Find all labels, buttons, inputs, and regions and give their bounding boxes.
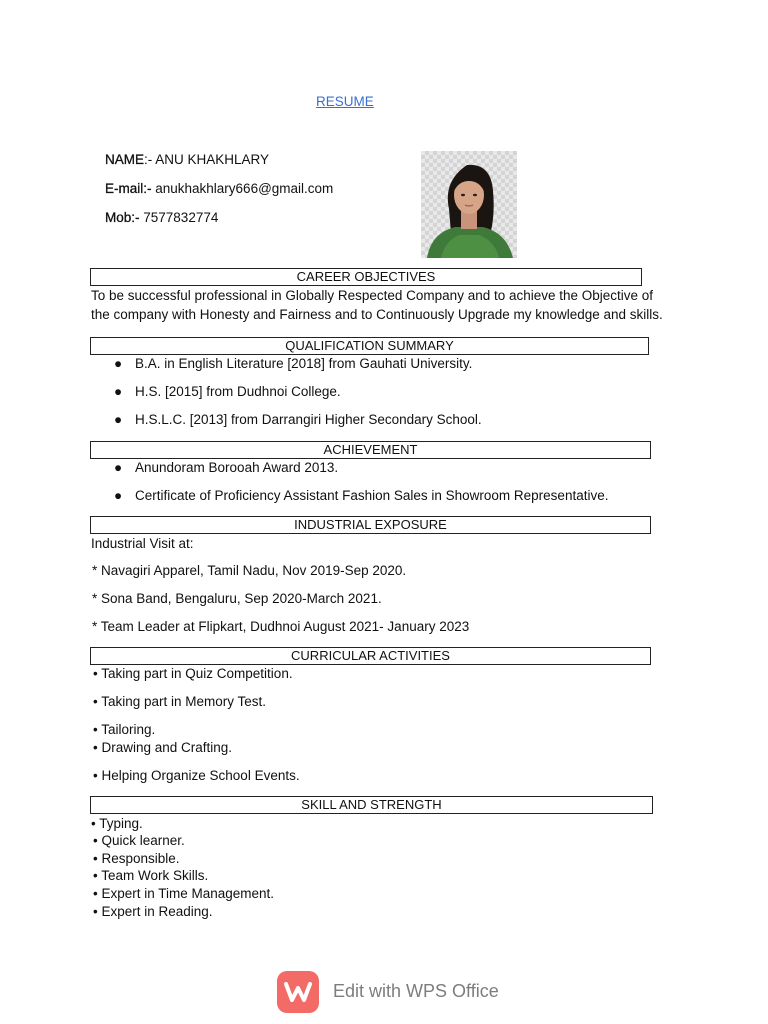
skill-item: • Expert in Time Management.: [93, 886, 275, 901]
wps-label: Edit with WPS Office: [333, 981, 499, 1001]
curricular-item: • Helping Organize School Events.: [93, 768, 300, 783]
bullet-icon: ●: [114, 384, 123, 399]
skill-item: • Quick learner.: [93, 833, 185, 848]
mob-value: 7577832774: [139, 210, 219, 225]
career-objective-line-1: To be successful professional in Globally Respected Company and to achieve the Objective of: [91, 288, 654, 303]
achievement-item: Certificate of Proficiency Assistant Fashion Sales in Showroom Representative.: [135, 488, 609, 503]
curricular-activities-heading: CURRICULAR ACTIVITIES: [90, 647, 651, 665]
qualification-item: H.S.L.C. [2013] from Darrangiri Higher Secondary School.: [135, 412, 482, 427]
achievement-item: Anundoram Borooah Award 2013.: [135, 460, 339, 475]
curricular-item: • Drawing and Crafting.: [93, 740, 233, 755]
industrial-item: * Team Leader at Flipkart, Dudhnoi August 2021- January 2023: [92, 619, 470, 634]
wps-w-glyph: [277, 971, 319, 1013]
skill-item: • Expert in Reading.: [93, 904, 213, 919]
email-value: anukhakhlary666@gmail.com: [151, 181, 334, 196]
name-line: [105, 152, 269, 167]
curricular-item: • Taking part in Memory Test.: [93, 694, 267, 709]
email-label: E-mail:-: [105, 181, 152, 196]
bullet-icon: ●: [114, 460, 123, 475]
profile-photo: [421, 151, 517, 258]
industrial-exposure-heading: INDUSTRIAL EXPOSURE: [90, 516, 651, 534]
achievement-heading: ACHIEVEMENT: [90, 441, 651, 459]
curricular-item: • Tailoring.: [93, 722, 156, 737]
mob-label: Mob:-: [105, 210, 140, 225]
email-line: [105, 181, 333, 196]
curricular-item: • Taking part in Quiz Competition.: [93, 666, 293, 681]
bullet-icon: ●: [114, 412, 123, 427]
skill-item: • Typing.: [91, 816, 143, 831]
industrial-item: * Navagiri Apparel, Tamil Nadu, Nov 2019-Sep 2020.: [92, 563, 407, 578]
name-label: NAME: [105, 152, 145, 167]
profile-photo-figure: [421, 151, 517, 258]
qualification-item: H.S. [2015] from Dudhnoi College.: [135, 384, 341, 399]
bullet-icon: ●: [114, 488, 123, 503]
qualification-item: B.A. in English Literature [2018] from Gauhati University.: [135, 356, 473, 371]
skill-item: • Responsible.: [93, 851, 180, 866]
edit-with-wps-button[interactable]: [277, 969, 517, 1015]
bullet-icon: ●: [114, 356, 123, 371]
wps-logo-icon: [277, 971, 319, 1013]
industrial-intro: Industrial Visit at:: [91, 536, 194, 551]
career-objective-line-2: the company with Honesty and Fairness and to Continuously Upgrade my knowledge and skills.: [91, 307, 663, 322]
name-value: :- ANU KHAKHLARY: [144, 152, 270, 167]
industrial-item: * Sona Band, Bengaluru, Sep 2020-March 2021.: [92, 591, 382, 606]
skill-strength-heading: SKILL AND STRENGTH: [90, 796, 653, 814]
career-objectives-heading: CAREER OBJECTIVES: [90, 268, 642, 286]
qualification-summary-heading: QUALIFICATION SUMMARY: [90, 337, 649, 355]
resume-title[interactable]: RESUME: [316, 94, 374, 109]
skill-item: • Team Work Skills.: [93, 868, 209, 883]
mob-line: [105, 210, 218, 225]
